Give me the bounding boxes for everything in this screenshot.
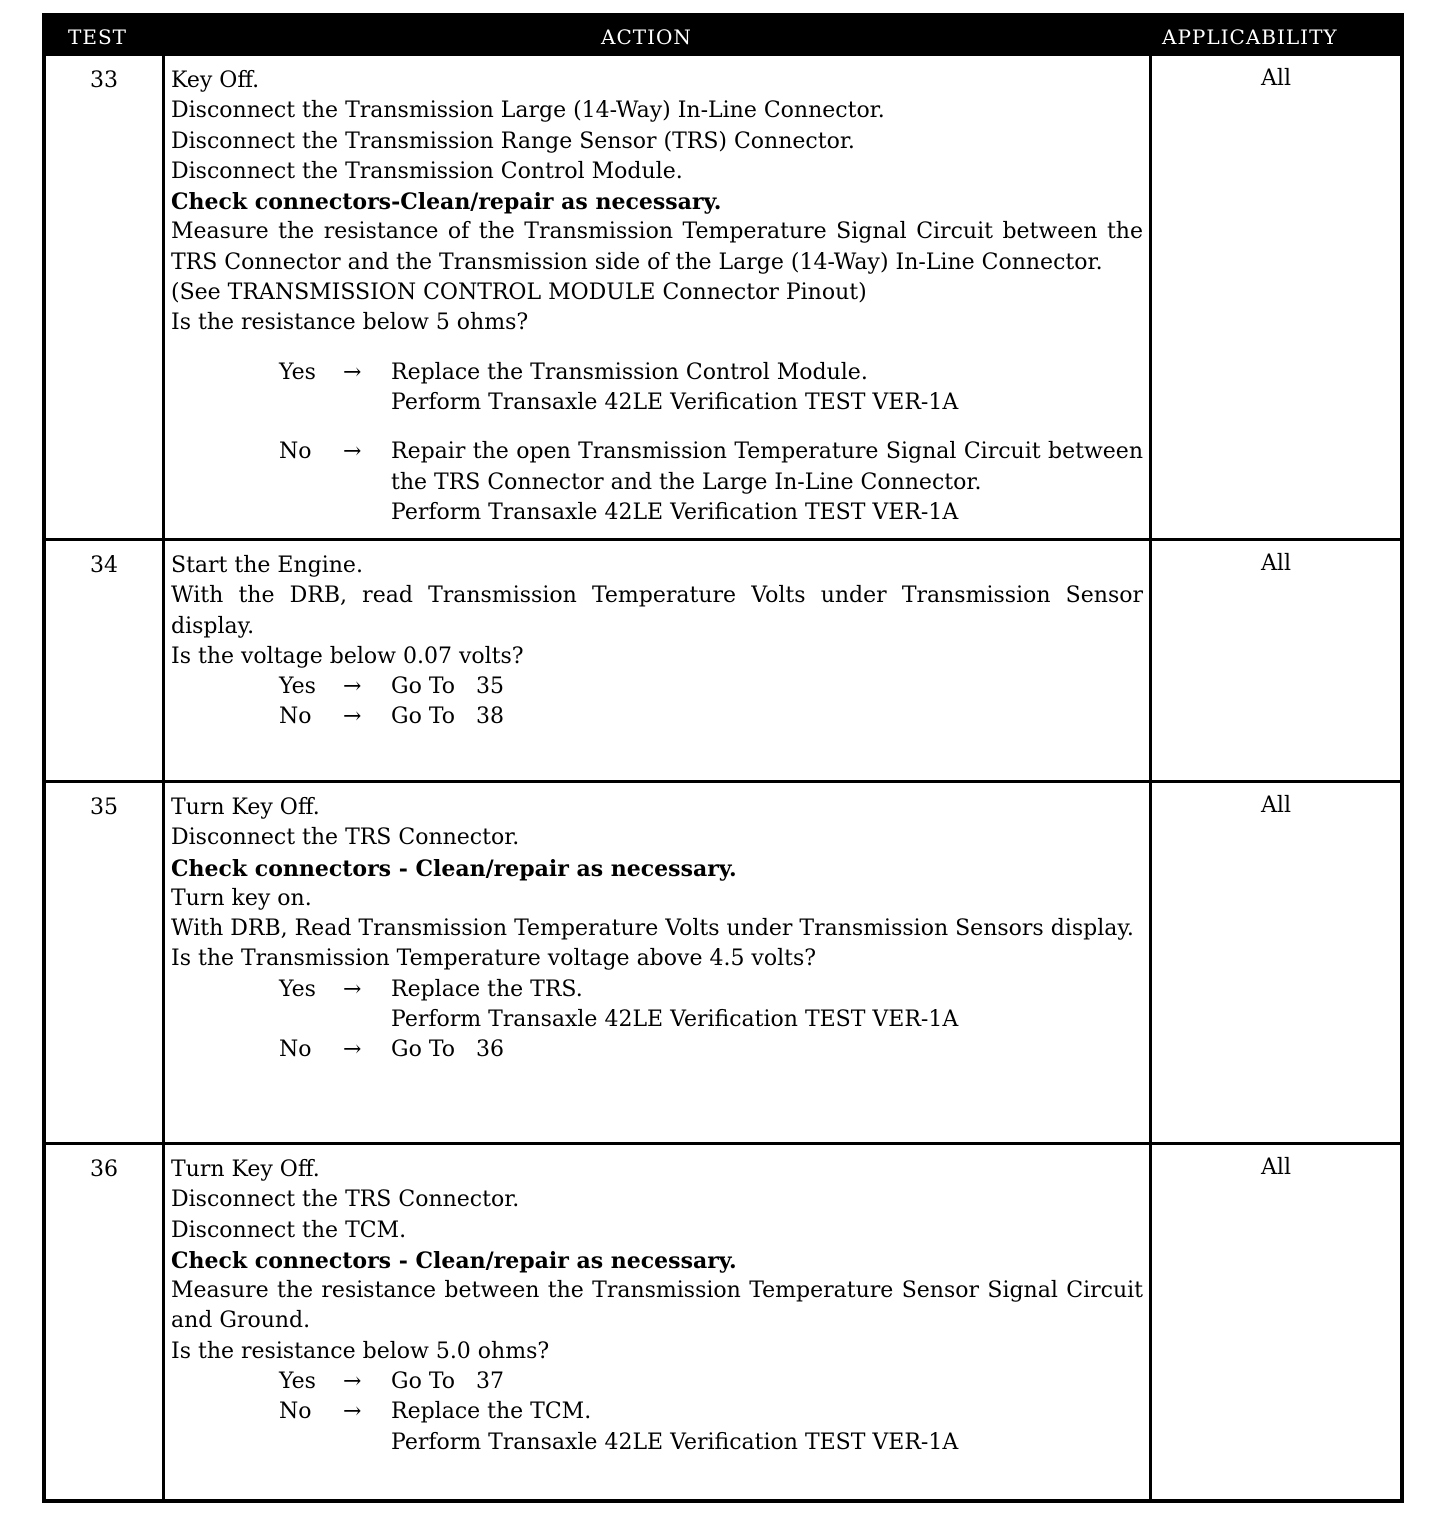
result-line: Go To 36 <box>391 1037 504 1063</box>
applicability-cell: All <box>1261 551 1291 576</box>
result-line: Perform Transaxle 42LE Verification TEST VER-1A <box>391 499 959 525</box>
action-line: Start the Engine. <box>171 553 363 578</box>
action-line: Is the resistance below 5.0 ohms? <box>171 1338 550 1364</box>
action-line: Disconnect the TRS Connector. <box>171 1187 520 1213</box>
no-option <box>171 1397 1143 1458</box>
no-label: No <box>279 704 312 730</box>
action-line: Disconnect the Transmission Control Module. <box>171 158 683 184</box>
arrow-icon: → <box>343 674 362 700</box>
arrow-icon: → <box>343 359 362 385</box>
yes-option <box>171 1367 1143 1397</box>
table-row <box>46 538 1400 780</box>
table-row <box>46 56 1400 540</box>
action-cell <box>171 551 1143 733</box>
action-line: Measure the resistance between the Transmission Temperature Sensor Signal Circuit and Ground. <box>171 1278 1143 1334</box>
arrow-icon: → <box>343 439 362 465</box>
action-line: Disconnect the TRS Connector. <box>171 825 520 851</box>
result-line: Perform Transaxle 42LE Verification TEST VER-1A <box>391 1007 959 1033</box>
action-line: Key Off. <box>171 68 260 93</box>
arrow-icon: → <box>343 704 362 730</box>
action-line: Disconnect the TCM. <box>171 1217 407 1243</box>
yes-label: Yes <box>279 674 316 700</box>
result-line: Perform Transaxle 42LE Verification TEST VER-1A <box>391 1429 959 1455</box>
action-line: Is the Transmission Temperature voltage above 4.5 volts? <box>171 946 817 972</box>
action-line: Is the voltage below 0.07 volts? <box>171 643 524 669</box>
no-option <box>171 437 1143 528</box>
result-line: Go To 35 <box>391 674 504 700</box>
action-cell <box>171 1155 1143 1458</box>
header-action: ACTION <box>601 25 692 49</box>
table-row <box>46 1142 1400 1503</box>
result-line: Repair the open Transmission Temperature Signal Circuit between the TRS Connector and the Large In-Line Connector. <box>391 439 1143 495</box>
result-line: Go To 38 <box>391 704 504 730</box>
yes-option <box>171 358 1143 419</box>
no-label: No <box>279 1037 312 1063</box>
header-test: TEST <box>68 25 127 49</box>
action-line: Disconnect the Transmission Range Sensor (TRS) Connector. <box>171 128 855 154</box>
arrow-icon: → <box>343 976 362 1002</box>
action-line: Check connectors-Clean/repair as necessary. <box>171 189 722 216</box>
arrow-icon: → <box>343 1399 362 1425</box>
yes-label: Yes <box>279 976 316 1002</box>
no-label: No <box>279 439 312 465</box>
test-number: 36 <box>90 1157 118 1182</box>
test-number: 34 <box>90 553 118 578</box>
table-header <box>46 17 1400 56</box>
test-number: 35 <box>90 795 118 820</box>
action-line: Turn key on. <box>171 885 312 911</box>
action-line: Check connectors - Clean/repair as necessary. <box>171 1247 737 1274</box>
no-option <box>171 702 1143 732</box>
test-number: 33 <box>90 68 118 93</box>
header-applicability: APPLICABILITY <box>1162 25 1338 49</box>
yes-option <box>171 672 1143 702</box>
yes-label: Yes <box>279 359 316 385</box>
action-line: Is the resistance below 5 ohms? <box>171 310 529 336</box>
applicability-cell: All <box>1261 66 1291 91</box>
table-row <box>46 780 1400 1142</box>
applicability-cell: All <box>1261 793 1291 818</box>
action-line: Measure the resistance of the Transmission Temperature Signal Circuit between the TRS Connector and the Transmission side of the Large (14-Way) In-Line Connector. <box>171 219 1143 275</box>
action-line: With DRB, Read Transmission Temperature Volts under Transmission Sensors display. <box>171 916 1134 942</box>
result-line: Go To 37 <box>391 1369 504 1395</box>
no-option <box>171 1035 1143 1065</box>
no-label: No <box>279 1399 312 1425</box>
action-line: Turn Key Off. <box>171 795 320 820</box>
action-cell <box>171 66 1143 528</box>
action-line: (See TRANSMISSION CONTROL MODULE Connector Pinout) <box>171 280 867 306</box>
result-line: Replace the TCM. <box>391 1399 592 1425</box>
yes-label: Yes <box>279 1369 316 1395</box>
arrow-icon: → <box>343 1037 362 1063</box>
result-line: Replace the Transmission Control Module. <box>391 359 868 385</box>
result-line: Perform Transaxle 42LE Verification TEST VER-1A <box>391 389 959 415</box>
action-line: Turn Key Off. <box>171 1157 320 1182</box>
applicability-cell: All <box>1261 1155 1291 1180</box>
yes-option <box>171 975 1143 1036</box>
arrow-icon: → <box>343 1369 362 1395</box>
diagnostic-table <box>42 13 1404 1503</box>
action-line: Disconnect the Transmission Large (14-Way) In-Line Connector. <box>171 98 885 124</box>
action-line: Check connectors - Clean/repair as necessary. <box>171 855 737 882</box>
action-cell <box>171 793 1143 1066</box>
result-line: Replace the TRS. <box>391 976 583 1002</box>
action-line: With the DRB, read Transmission Temperature Volts under Transmission Sensor display. <box>171 583 1143 639</box>
